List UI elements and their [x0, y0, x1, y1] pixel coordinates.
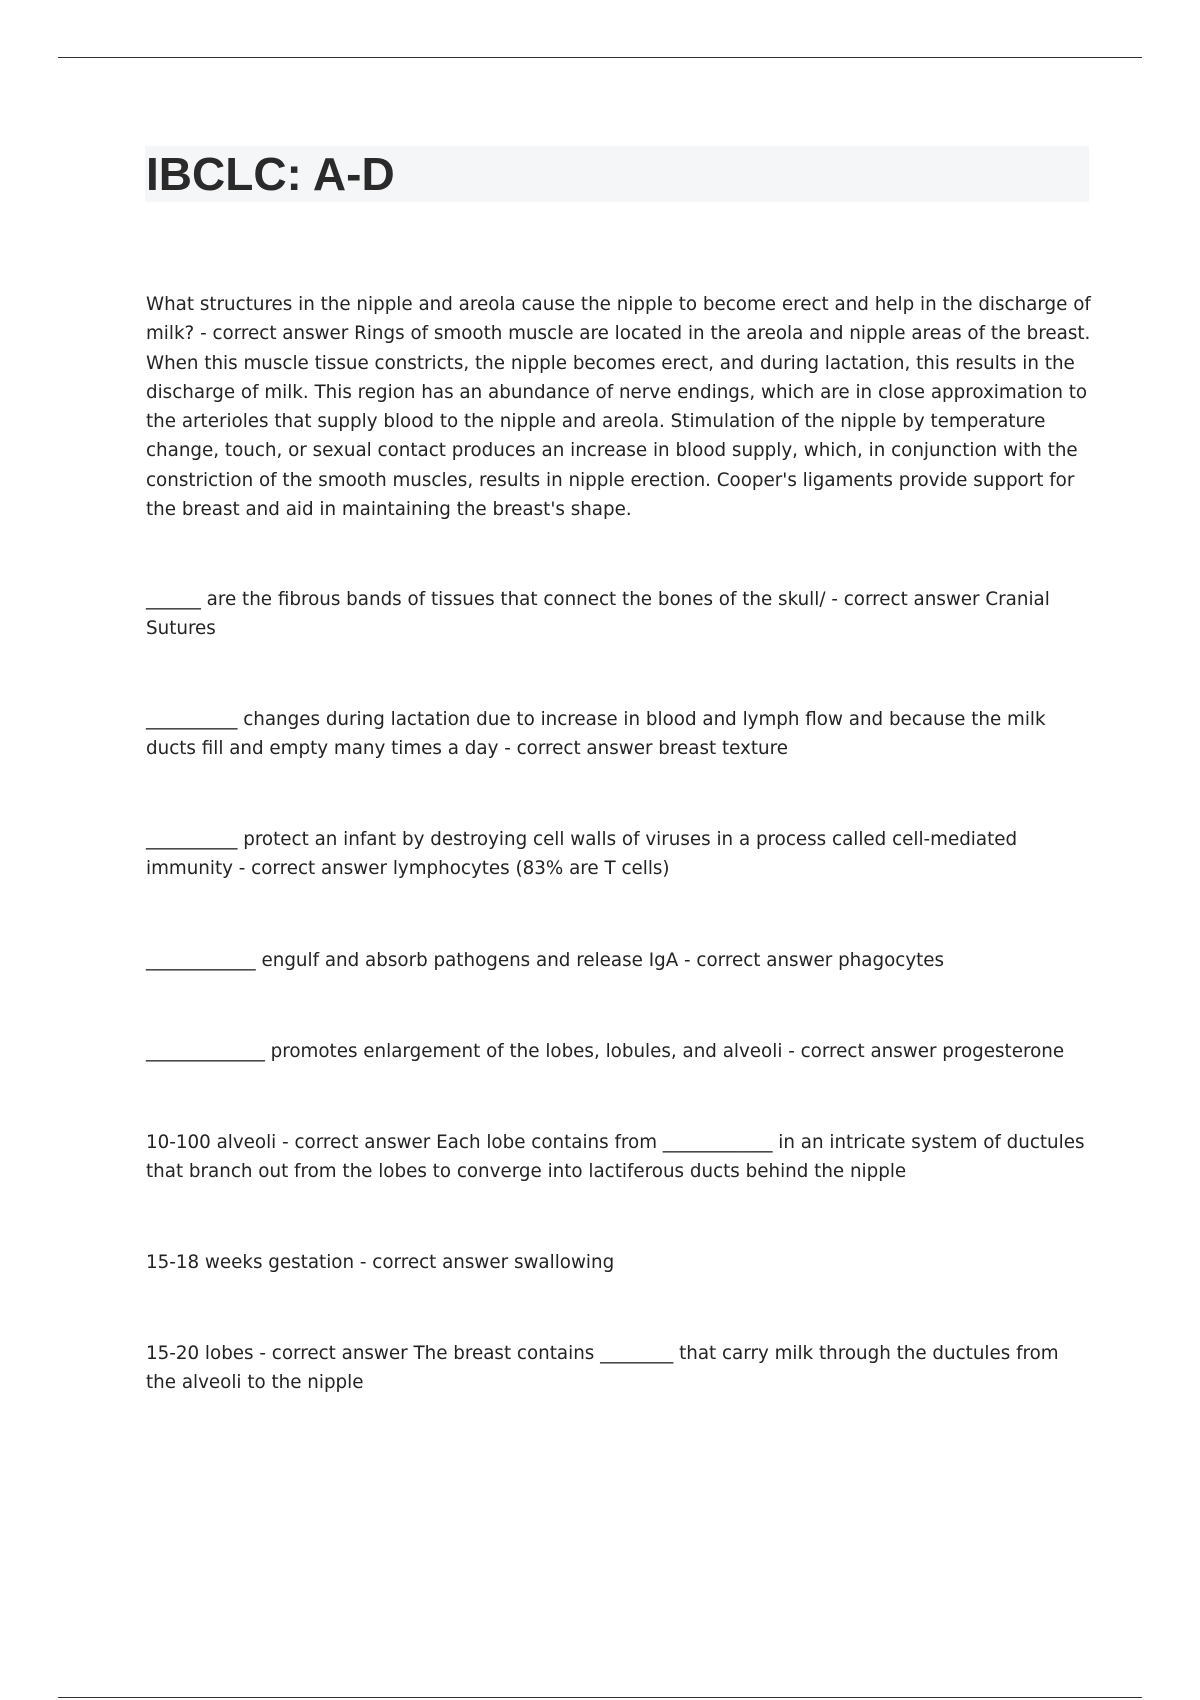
flashcard-line: _____________ promotes enlargement of the lobes, lobules, and alveoli - correct answer progesterone	[146, 1041, 1065, 1062]
flashcard-line: 10-100 alveoli - correct answer Each lobe contains from ____________ in an intricate system of ductules	[146, 1132, 1085, 1153]
flashcard-1	[146, 290, 1096, 524]
flashcard-line: 15-20 lobes - correct answer The breast contains ________ that carry milk through the ductules from	[146, 1343, 1059, 1364]
flashcard-line: milk? - correct answer Rings of smooth muscle are located in the areola and nipple areas of the breast.	[146, 323, 1091, 345]
flashcard-line: 15-18 weeks gestation - correct answer swallowing	[146, 1252, 615, 1273]
flashcard-line: the breast and aid in maintaining the breast's shape.	[146, 499, 632, 521]
flashcard-4	[146, 825, 1096, 884]
flashcard-8	[146, 1248, 1096, 1277]
flashcard-line: __________ protect an infant by destroying cell walls of viruses in a process called cell-mediated	[146, 829, 1018, 850]
flashcard-line: ducts fill and empty many times a day - correct answer breast texture	[146, 738, 788, 760]
flashcard-line: constriction of the smooth muscles, results in nipple erection. Cooper's ligaments provide support for	[146, 469, 1075, 491]
page-title: IBCLC: A-D	[146, 148, 395, 200]
footer-rule	[58, 1697, 1142, 1698]
flashcard-3	[146, 705, 1096, 764]
flashcard-line: ____________ engulf and absorb pathogens and release IgA - correct answer phagocytes	[146, 950, 945, 971]
flashcard-line: change, touch, or sexual contact produces an increase in blood supply, which, in conjunction with the	[146, 440, 1078, 462]
flashcard-line: the arterioles that supply blood to the nipple and areola. Stimulation of the nipple by temperature	[146, 411, 1046, 433]
flashcard-line: that branch out from the lobes to converge into lactiferous ducts behind the nipple	[146, 1161, 907, 1183]
flashcard-9	[146, 1339, 1096, 1398]
flashcard-line: the alveoli to the nipple	[146, 1372, 364, 1394]
flashcard-line: discharge of milk. This region has an abundance of nerve endings, which are in close approximation to	[146, 381, 1088, 403]
flashcard-5	[146, 946, 1096, 975]
flashcard-line: What structures in the nipple and areola cause the nipple to become erect and help in the discharge of	[146, 294, 1091, 315]
flashcard-6	[146, 1037, 1096, 1066]
flashcard-line: When this muscle tissue constricts, the nipple becomes erect, and during lactation, this results in the	[146, 352, 1075, 374]
flashcard-line: immunity - correct answer lymphocytes (83% are T cells)	[146, 858, 670, 880]
flashcard-7	[146, 1128, 1096, 1187]
flashcard-line: ______ are the fibrous bands of tissues that connect the bones of the skull/ - correct answer Cranial	[146, 589, 1050, 610]
flashcard-2	[146, 585, 1096, 644]
flashcard-line: Sutures	[146, 618, 216, 640]
header-rule	[58, 57, 1142, 58]
flashcard-line: __________ changes during lactation due to increase in blood and lymph flow and because the milk	[146, 709, 1046, 730]
